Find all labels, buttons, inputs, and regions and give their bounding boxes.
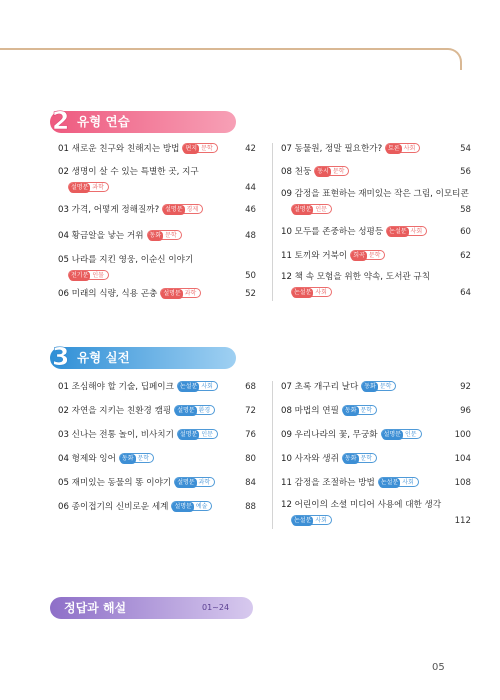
tag-subject: 인물	[92, 272, 104, 279]
entry-title: 08 마법의 연필	[281, 406, 339, 416]
entry-page: 68	[245, 382, 256, 392]
genre-tag	[182, 143, 217, 153]
entry-page: 56	[460, 167, 471, 177]
genre-tag	[177, 429, 218, 439]
toc-entry-07[interactable]	[281, 381, 471, 393]
entry-page: 48	[245, 231, 256, 241]
entry-title: 08 천둥	[281, 167, 312, 177]
section-practice	[50, 106, 478, 299]
genre-tag	[68, 182, 109, 192]
entry-title: 12 책 속 모험을 위한 약속, 도서관 규칙	[281, 272, 431, 282]
tag-kind: 설명문	[163, 290, 181, 297]
tag-kind: 설명문	[383, 431, 401, 438]
entry-title: 12 어린이의 소셜 미디어 사용에 대한 생각	[281, 500, 442, 510]
tag-subject: 문학	[137, 455, 150, 462]
genre-tag	[147, 230, 182, 240]
entry-title: 09 우리나라의 꽃, 무궁화	[281, 430, 378, 440]
tag-subject: 문학	[360, 407, 373, 414]
tag-kind: 동시	[317, 168, 329, 175]
toc-entry-10[interactable]	[281, 453, 471, 465]
genre-tag	[291, 515, 332, 525]
tag-kind: 토론	[388, 145, 400, 152]
toc-entry-08[interactable]	[281, 166, 471, 178]
genre-tag	[174, 477, 215, 487]
entry-title: 04 형제와 잉어	[58, 454, 116, 464]
entry-title: 11 토끼와 거북이	[281, 251, 348, 261]
tag-kind: 동화	[344, 407, 357, 414]
tag-subject: 문학	[379, 383, 392, 390]
tag-kind: 논설문	[294, 517, 312, 524]
entry-page: 64	[460, 288, 471, 298]
genre-tag	[342, 453, 377, 463]
toc-entry-09[interactable]	[281, 429, 471, 441]
tag-subject: 과학	[184, 290, 197, 297]
tag-kind: 논설문	[389, 228, 407, 235]
entry-page: 42	[245, 144, 256, 154]
entry-page: 80	[245, 454, 256, 464]
section-number: 3	[52, 342, 70, 371]
tag-kind: 설명문	[294, 206, 312, 213]
entry-page: 50	[245, 271, 256, 281]
toc-entry-02[interactable]	[58, 166, 256, 194]
entry-page: 62	[460, 251, 471, 261]
top-rule	[0, 48, 446, 50]
tag-subject: 과학	[92, 184, 104, 191]
tag-subject: 경제	[186, 206, 199, 213]
entry-page: 46	[245, 205, 256, 215]
entry-page: 58	[460, 205, 471, 215]
tag-kind: 설명문	[177, 407, 195, 414]
toc-entry-12[interactable]	[281, 271, 471, 299]
toc-entry-01[interactable]	[58, 381, 256, 393]
entry-title: 11 감정을 조절하는 방법	[281, 478, 375, 488]
genre-tag	[291, 287, 332, 297]
toc-entry-03[interactable]	[58, 429, 256, 441]
tag-subject: 사회	[403, 145, 416, 152]
entry-title: 10 모두를 존중하는 성평등	[281, 227, 384, 237]
tag-kind: 편지	[185, 145, 198, 152]
tag-subject: 인문	[201, 431, 213, 438]
toc-entry-01[interactable]	[58, 143, 256, 155]
toc-entry-06[interactable]	[58, 501, 256, 513]
tag-kind: 설명문	[177, 479, 195, 486]
tag-subject: 문학	[332, 168, 345, 175]
tag-kind: 논설문	[179, 383, 198, 390]
tag-subject: 인문	[404, 431, 417, 438]
toc-entry-03[interactable]	[58, 204, 256, 216]
tag-kind: 논설문	[380, 479, 399, 486]
entry-page: 100	[454, 430, 471, 440]
tag-subject: 문학	[201, 145, 213, 152]
genre-tag	[160, 288, 201, 298]
toc-entry-04[interactable]	[58, 453, 256, 465]
entry-title: 05 재미있는 동물의 똥 이야기	[58, 478, 172, 488]
toc-entry-06[interactable]	[58, 288, 256, 300]
entry-title: 04 황금알을 낳는 거위	[58, 231, 144, 241]
genre-tag	[381, 429, 422, 439]
toc-entry-02[interactable]	[58, 405, 256, 417]
genre-tag	[162, 204, 203, 214]
entry-page: 76	[245, 430, 256, 440]
genre-tag	[385, 143, 420, 153]
tag-kind: 희곡	[353, 252, 365, 259]
tag-subject: 인문	[315, 206, 327, 213]
toc-column-right	[272, 381, 478, 529]
genre-tag	[314, 166, 349, 176]
tag-kind: 설명문	[71, 184, 89, 191]
entry-page: 88	[245, 502, 256, 512]
entry-title: 01 조심해야 할 기술, 딥페이크	[58, 382, 174, 392]
section-title: 유형 실전	[77, 350, 130, 365]
section-real-header	[50, 342, 236, 371]
entry-title: 06 종이접기의 신비로운 세계	[58, 502, 169, 512]
toc-entry-12[interactable]	[281, 499, 471, 527]
toc-entry-11[interactable]	[281, 250, 471, 262]
entry-page: 108	[454, 478, 471, 488]
entry-page: 72	[245, 406, 256, 416]
tag-subject: 사회	[201, 383, 213, 390]
entry-page: 44	[245, 183, 256, 193]
answers-link[interactable]	[50, 597, 253, 619]
entry-page: 96	[460, 406, 471, 416]
page-number: 05	[432, 662, 445, 673]
entry-title: 07 동물원, 정말 필요한가?	[281, 144, 383, 154]
section-number: 2	[52, 106, 70, 135]
section-real	[50, 342, 478, 526]
genre-tag	[171, 501, 212, 511]
answers-range: 01~24	[202, 603, 230, 612]
tag-subject: 사회	[402, 479, 414, 486]
answers-title: 정답과 해설	[64, 601, 127, 615]
top-rule-curve	[440, 48, 462, 70]
genre-tag	[119, 453, 154, 463]
toc-entry-05[interactable]	[58, 254, 256, 282]
toc-entry-08[interactable]	[281, 405, 471, 417]
tag-kind: 동화	[344, 455, 357, 462]
genre-tag	[291, 204, 332, 214]
tag-subject: 사회	[315, 517, 327, 524]
toc-entry-10[interactable]	[281, 226, 471, 238]
entry-page: 84	[245, 478, 256, 488]
tag-kind: 동화	[121, 455, 134, 462]
entry-title: 06 미래의 식량, 식용 곤충	[58, 289, 158, 299]
entry-title: 02 생명이 살 수 있는 특별한 곳, 지구	[58, 167, 199, 177]
tag-kind: 설명문	[165, 206, 183, 213]
entry-title: 01 새로운 친구와 친해지는 방법	[58, 144, 180, 154]
genre-tag	[174, 405, 215, 415]
tag-subject: 문학	[368, 252, 381, 259]
tag-subject: 환경	[198, 407, 211, 414]
toc-entry-07[interactable]	[281, 143, 471, 155]
section-practice-header	[50, 106, 236, 135]
entry-title: 03 가격, 어떻게 정해질까?	[58, 205, 160, 215]
tag-subject: 과학	[198, 479, 211, 486]
genre-tag	[68, 270, 109, 280]
genre-tag	[177, 381, 218, 391]
tag-kind: 설명문	[179, 431, 198, 438]
genre-tag	[342, 405, 377, 415]
entry-page: 112	[454, 516, 471, 526]
genre-tag	[378, 477, 419, 487]
entry-title: 10 사자와 생쥐	[281, 454, 339, 464]
toc-entry-04[interactable]	[58, 230, 256, 242]
tag-kind: 동화	[149, 232, 162, 239]
tag-subject: 문학	[165, 232, 177, 239]
entry-page: 104	[454, 454, 471, 464]
genre-tag	[361, 381, 396, 391]
entry-page: 52	[245, 289, 256, 299]
tag-kind: 논설문	[294, 289, 312, 296]
entry-title: 07 초록 개구리 날다	[281, 382, 359, 392]
tag-subject: 예술	[195, 503, 208, 510]
entry-page: 92	[460, 382, 471, 392]
entry-page: 54	[460, 144, 471, 154]
toc-entry-11[interactable]	[281, 477, 471, 489]
entry-title: 05 나라를 지킨 영웅, 이순신 이야기	[58, 255, 194, 265]
genre-tag	[386, 226, 427, 236]
tag-subject: 사회	[410, 228, 423, 235]
tag-kind: 동화	[364, 383, 376, 390]
tag-kind: 전기문	[71, 272, 89, 279]
entry-title: 02 자연을 지키는 친환경 캠핑	[58, 406, 172, 416]
toc-entry-09[interactable]	[281, 188, 471, 216]
tag-kind: 설명문	[174, 503, 192, 510]
section-title: 유형 연습	[77, 114, 130, 129]
toc-column-right	[272, 143, 478, 301]
entry-page: 60	[460, 227, 471, 237]
toc-entry-05[interactable]	[58, 477, 256, 489]
genre-tag	[350, 250, 385, 260]
tag-subject: 사회	[315, 289, 327, 296]
tag-subject: 문학	[360, 455, 373, 462]
entry-title: 09 감정을 표현하는 재미있는 작은 그림, 이모티콘	[281, 189, 469, 199]
entry-title: 03 신나는 전통 놀이, 비사치기	[58, 430, 174, 440]
